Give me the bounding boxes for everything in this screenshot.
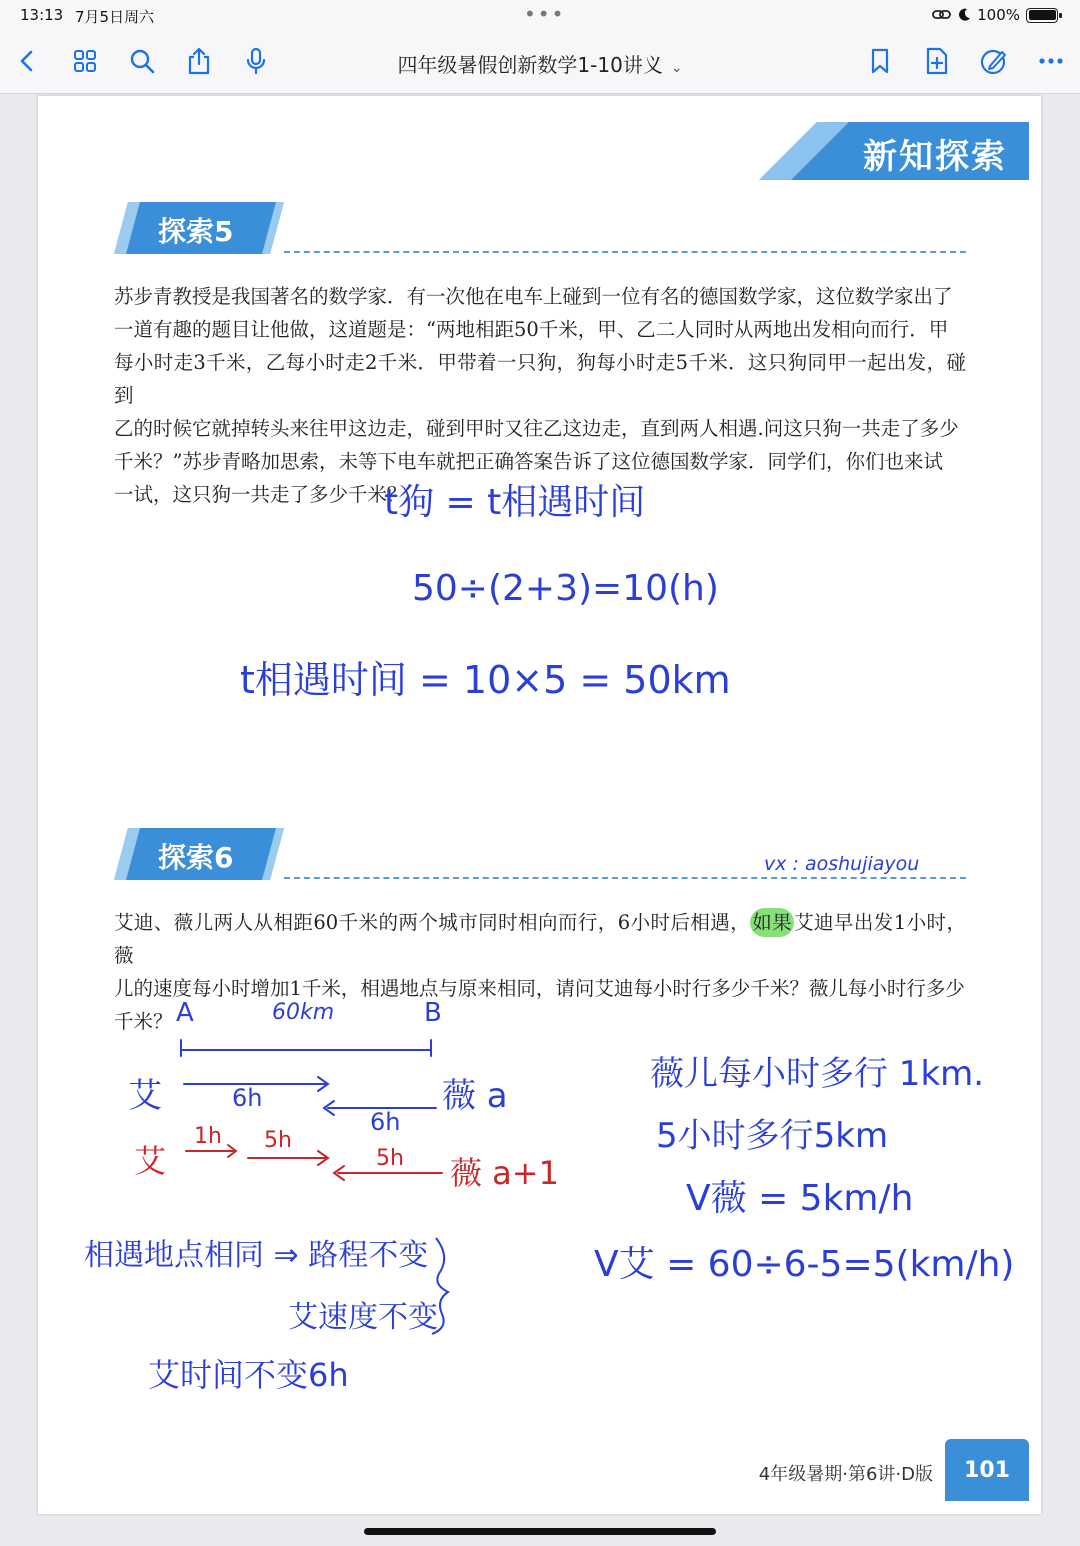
time-label: 6h: [232, 1084, 263, 1112]
handwriting-line: 50÷(2+3)=10(h): [412, 568, 719, 609]
more-icon[interactable]: [1034, 44, 1068, 78]
banner-title: 新知探索: [863, 137, 1007, 177]
reasoning-line: 艾时间不变6h: [148, 1356, 349, 1394]
point-a: A: [176, 998, 194, 1028]
status-time: 13:13: [20, 6, 64, 24]
time-label: 5h: [264, 1128, 292, 1153]
problem-line: 千米？: [114, 1010, 173, 1033]
add-page-icon[interactable]: [920, 44, 954, 78]
chevron-down-icon: ⌄: [670, 60, 683, 76]
bookmark-icon[interactable]: [863, 44, 897, 78]
app-toolbar: [0, 30, 1080, 94]
problem-line: 乙的时候它就掉转头来往甲这边走，碰到甲时又往乙这边走，直到两人相遇.问这只狗一共走了多少: [114, 417, 959, 440]
time-label: 5h: [376, 1146, 404, 1171]
vx-note: vx : aoshujiayou: [764, 853, 920, 875]
home-indicator[interactable]: [364, 1528, 716, 1535]
link-icon: [932, 8, 952, 22]
problem-line: 艾迪、薇儿两人从相距60千米的两个城市同时相向而行，6小时后相遇， 如果 艾迪早出发1小时，薇: [114, 906, 966, 972]
ai-label-2: 艾: [134, 1142, 167, 1180]
handwriting-line: t狗 = t相遇时间: [384, 482, 646, 523]
problem-line: 千米？”苏步青略加思索，未等下电车就把正确答案告诉了这位德国数学家．同学们，你们也来试: [114, 450, 943, 473]
reasoning-line: V艾 = 60÷6-5=5(km/h): [594, 1244, 1015, 1285]
reasoning-line: 薇儿每小时多行 1km.: [650, 1054, 985, 1094]
reasoning-line: 艾速度不变: [288, 1300, 438, 1335]
page-number: 101: [945, 1439, 1029, 1501]
footer-text: 4年级暑期·第6讲·D版: [758, 1464, 933, 1485]
problem-line: 一道有趣的题目让他做，这道题是：“两地相距50千米，甲、乙二人同时从两地出发相向而行．甲: [114, 318, 949, 341]
document-page[interactable]: [38, 96, 1041, 1514]
reasoning-line: 5小时多行5km: [656, 1116, 889, 1156]
highlight: 如果: [750, 908, 794, 937]
time-label: 6h: [370, 1108, 401, 1136]
multitask-dots[interactable]: •••: [524, 2, 566, 26]
handwriting-line: t相遇时间 = 10×5 = 50km: [240, 658, 731, 702]
wei-label-2: 薇 a+1: [450, 1154, 559, 1192]
document-title[interactable]: 四年级暑假创新数学1-10讲义 ⌄: [397, 53, 683, 77]
time-label: 1h: [194, 1124, 222, 1149]
point-b: B: [424, 998, 442, 1028]
distance-label: 60km: [272, 1000, 335, 1025]
problem-line: 苏步青教授是我国著名的数学家．有一次他在电车上碰到一位有名的德国数学家，这位数学家出了: [114, 285, 953, 308]
reasoning-line: V薇 = 5km/h: [686, 1178, 914, 1219]
status-bar: [0, 0, 1080, 30]
status-right: [932, 6, 1058, 24]
diagram-strokes: [38, 96, 1041, 1514]
explore5-title: 探索5: [158, 215, 234, 248]
problem-line: 每小时走3千米，乙每小时走2千米．甲带着一只狗，狗每小时走5千米．这只狗同甲一起出发，碰到: [114, 351, 966, 407]
ai-label: 艾: [128, 1076, 162, 1116]
moon-icon: [958, 8, 971, 22]
problem-line: 一试，这只狗一共走了多少千米？: [114, 483, 407, 506]
battery-percent: 100%: [977, 6, 1020, 24]
status-date: 7月5日周六: [75, 8, 155, 26]
reasoning-line: 相遇地点相同 ⇒ 路程不变: [84, 1238, 429, 1273]
problem-line: 儿的速度每小时增加1千米，相遇地点与原来相同，请问艾迪每小时行多少千米？薇儿每小时行多少: [114, 977, 965, 1000]
explore6-title: 探索6: [158, 841, 234, 874]
wei-label: 薇 a: [442, 1076, 508, 1116]
battery-icon: [1026, 8, 1058, 23]
markup-pen-icon[interactable]: [977, 44, 1011, 78]
